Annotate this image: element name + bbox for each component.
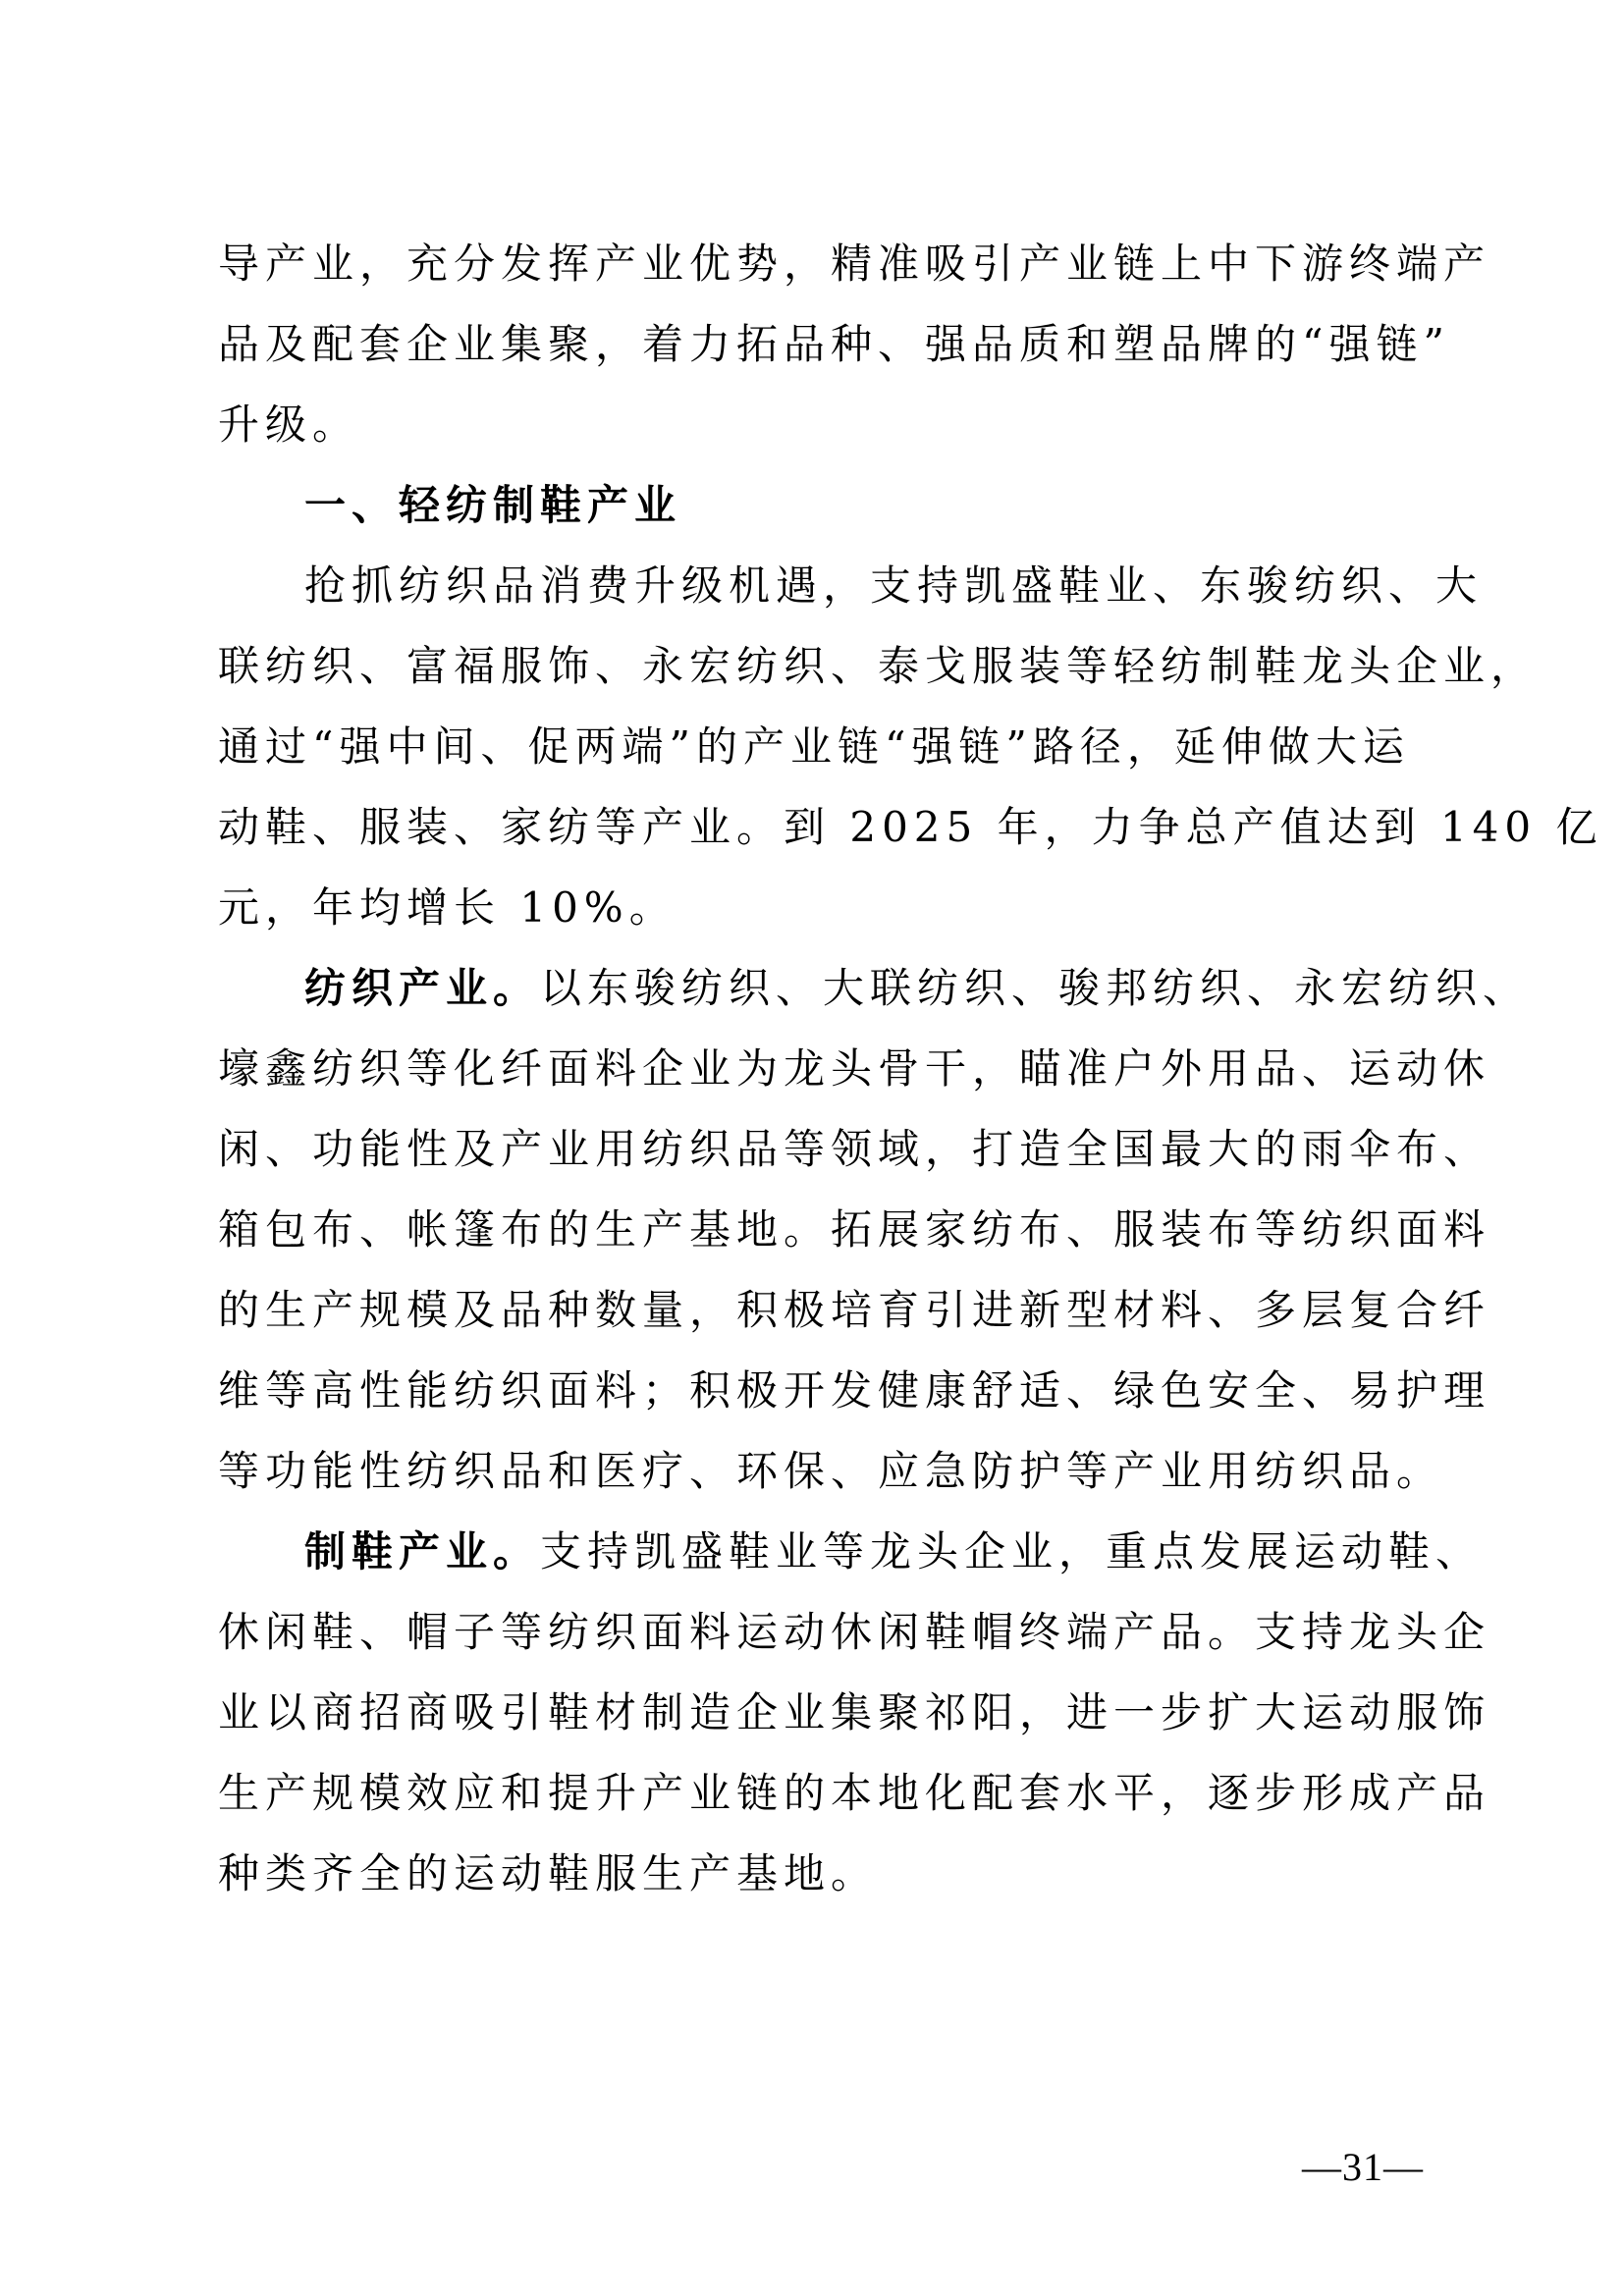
- document-body: [218, 224, 1603, 1914]
- textile-paragraph-first-line: [218, 948, 1531, 1029]
- intro-line-3: 升级。: [218, 400, 360, 449]
- section-paragraph-line-3: 通过“强中间、促两端”的产业链“强链”路径，延伸做大运: [218, 722, 1410, 771]
- section-paragraph-line-5: 元，年均增长 10%。: [218, 883, 677, 932]
- section-heading: 一、轻纺制鞋产业: [304, 481, 682, 529]
- textile-line-4: 箱包布、帐篷布的生产基地。拓展家纺布、服装布等纺织面料: [218, 1205, 1491, 1254]
- textile-first-line-text: 以东骏纺织、大联纺织、骏邦纺织、永宏纺织、: [540, 964, 1531, 1012]
- section-paragraph-line-4: 动鞋、服装、家纺等产业。到 2025 年，力争总产值达到 140 亿: [218, 803, 1603, 851]
- footwear-lead: 制鞋产业。: [304, 1527, 541, 1575]
- footwear-line-2: 休闲鞋、帽子等纺织面料运动休闲鞋帽终端产品。支持龙头企: [218, 1608, 1491, 1656]
- footwear-first-line-text: 支持凯盛鞋业等龙头企业，重点发展运动鞋、: [540, 1527, 1484, 1575]
- textile-line-6: 维等高性能纺织面料；积极开发健康舒适、绿色安全、易护理: [218, 1366, 1491, 1415]
- textile-line-5: 的生产规模及品种数量，积极培育引进新型材料、多层复合纤: [218, 1286, 1491, 1334]
- intro-line-2: 品及配套企业集聚，着力拓品种、强品质和塑品牌的“强链”: [218, 320, 1450, 368]
- textile-lead: 纺织产业。: [304, 964, 541, 1012]
- textile-line-3: 闲、功能性及产业用纺织品等领域，打造全国最大的雨伞布、: [218, 1125, 1491, 1173]
- section-paragraph-line-2: 联纺织、富福服饰、永宏纺织、泰戈服装等轻纺制鞋龙头企业，: [218, 642, 1539, 690]
- footwear-line-3: 业以商招商吸引鞋材制造企业集聚祁阳，进一步扩大运动服饰: [218, 1688, 1491, 1736]
- textile-line-7: 等功能性纺织品和医疗、环保、应急防护等产业用纺织品。: [218, 1447, 1444, 1495]
- textile-line-2: 壕鑫纺织等化纤面料企业为龙头骨干，瞄准户外用品、运动休: [218, 1044, 1491, 1093]
- footwear-line-5: 种类齐全的运动鞋服生产基地。: [218, 1849, 879, 1897]
- footwear-paragraph-first-line: [218, 1512, 1484, 1592]
- footwear-line-4: 生产规模效应和提升产业链的本地化配套水平，逐步形成产品: [218, 1769, 1491, 1817]
- intro-line-1: 导产业，充分发挥产业优势，精准吸引产业链上中下游终端产: [218, 240, 1491, 288]
- page-number: —31—: [1302, 2145, 1424, 2189]
- section-paragraph-line-1: 抢抓纺织品消费升级机遇，支持凯盛鞋业、东骏纺织、大: [304, 561, 1484, 610]
